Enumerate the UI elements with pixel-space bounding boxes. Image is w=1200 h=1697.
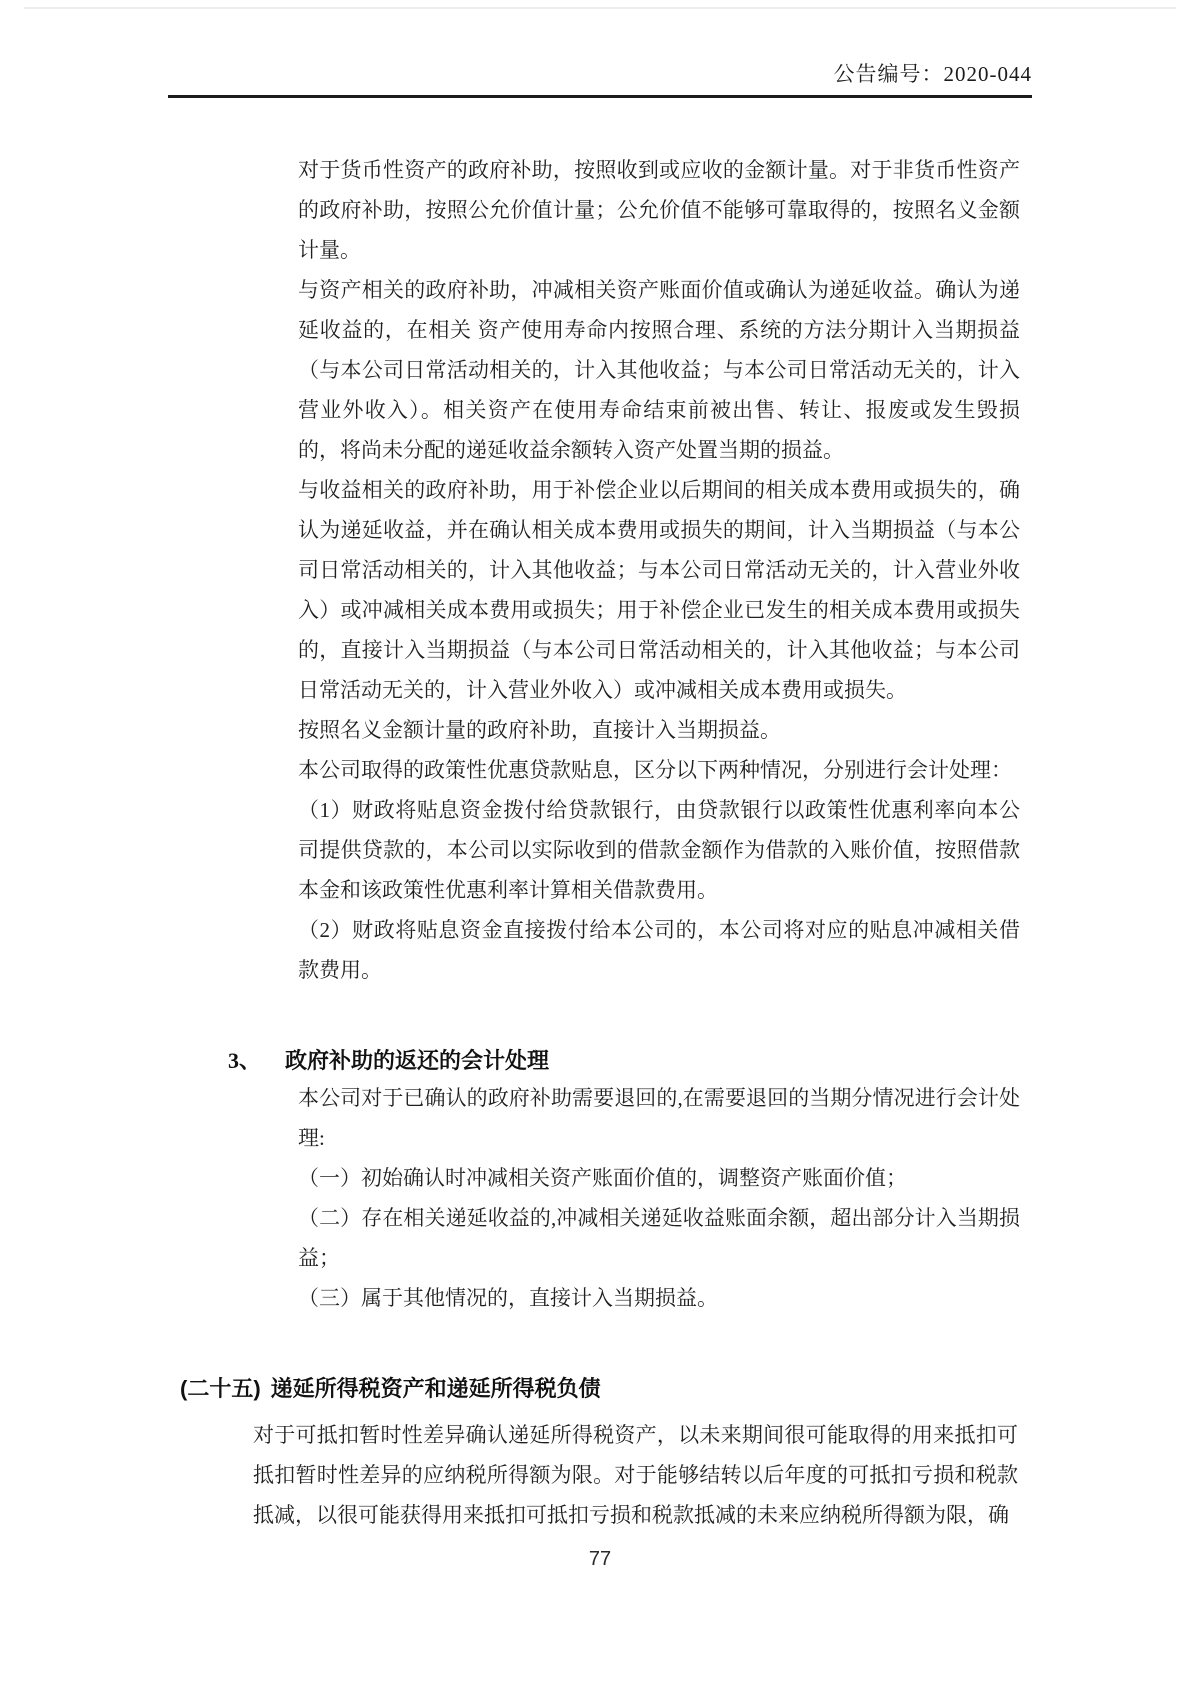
scan-artifact: [24, 7, 1176, 9]
list-item: （三）属于其他情况的，直接计入当期损益。: [298, 1286, 718, 1310]
paragraph: 本公司取得的政策性优惠贷款贴息，区分以下两种情况，分别进行会计处理：: [298, 758, 1012, 782]
paragraph: 对于可抵扣暂时性差异确认递延所得税资产，以未来期间很可能取得的用来抵扣可抵扣暂时性差异的应纳税所得额为限。对于能够结转以后年度的可抵扣亏损和税款抵减，以很可能获得用来抵扣可抵扣亏损和税款抵减的未来应纳税所得额为限，确: [253, 1423, 1018, 1527]
header-divider: [168, 95, 1032, 98]
section-title: 政府补助的返还的会计处理: [285, 1048, 550, 1073]
paragraph: 本公司对于已确认的政府补助需要退回的,在需要退回的当期分情况进行会计处理:: [298, 1086, 1020, 1150]
section-heading-deferred-tax: [180, 1372, 601, 1403]
section-number: 3、: [228, 1048, 262, 1073]
list-item: （二）存在相关递延收益的,冲减相关递延收益账面余额，超出部分计入当期损益；: [298, 1206, 1020, 1270]
subsidy-measurement-section: [298, 150, 1020, 990]
announcement-number: 公告编号：2020-044: [833, 62, 1032, 86]
page-number: 77: [588, 1548, 612, 1570]
deferred-tax-section: [253, 1415, 1018, 1535]
list-item: （一）初始确认时冲减相关资产账面价值的，调整资产账面价值；: [298, 1166, 907, 1190]
paragraph: 与收益相关的政府补助，用于补偿企业以后期间的相关成本费用或损失的，确认为递延收益，并在确认相关成本费用或损失的期间，计入当期损益（与本公司日常活动相关的，计入其他收益；与本公司日常活动无关的，计入营业外收入）或冲减相关成本费用或损失；用于补偿企业已发生的相关成本费用或损失的，直接计入当期损益（与本公司日常活动相关的，计入其他收益；与本公司日常活动无关的，计入营业外收入）或冲减相关成本费用或损失。: [298, 478, 1020, 702]
subsidy-return-section: [298, 1078, 1020, 1318]
section-title: 递延所得税资产和递延所得税负债: [270, 1376, 601, 1401]
paragraph: （1）财政将贴息资金拨付给贷款银行，由贷款银行以政策性优惠利率向本公司提供贷款的，本公司以实际收到的借款金额作为借款的入账价值，按照借款本金和该政策性优惠利率计算相关借款费用。: [298, 798, 1020, 902]
paragraph: （2）财政将贴息资金直接拨付给本公司的，本公司将对应的贴息冲减相关借款费用。: [298, 918, 1020, 982]
paragraph: 按照名义金额计量的政府补助，直接计入当期损益。: [298, 718, 781, 742]
paragraph: 对于货币性资产的政府补助，按照收到或应收的金额计量。对于非货币性资产的政府补助，按照公允价值计量；公允价值不能够可靠取得的，按照名义金额计量。: [298, 158, 1020, 262]
paragraph: 与资产相关的政府补助，冲减相关资产账面价值或确认为递延收益。确认为递延收益的，在相关 资产使用寿命内按照合理、系统的方法分期计入当期损益（与本公司日常活动相关的，计入其他收益；与本公司日常活动无关的，计入营业外收入）。相关资产在使用寿命结束前被出售、转让、报废或发生毁损的，将尚未分配的递延收益余额转入资产处置当期的损益。: [298, 278, 1020, 462]
section-heading-subsidy-return: [228, 1044, 549, 1075]
section-number: (二十五): [180, 1376, 261, 1401]
